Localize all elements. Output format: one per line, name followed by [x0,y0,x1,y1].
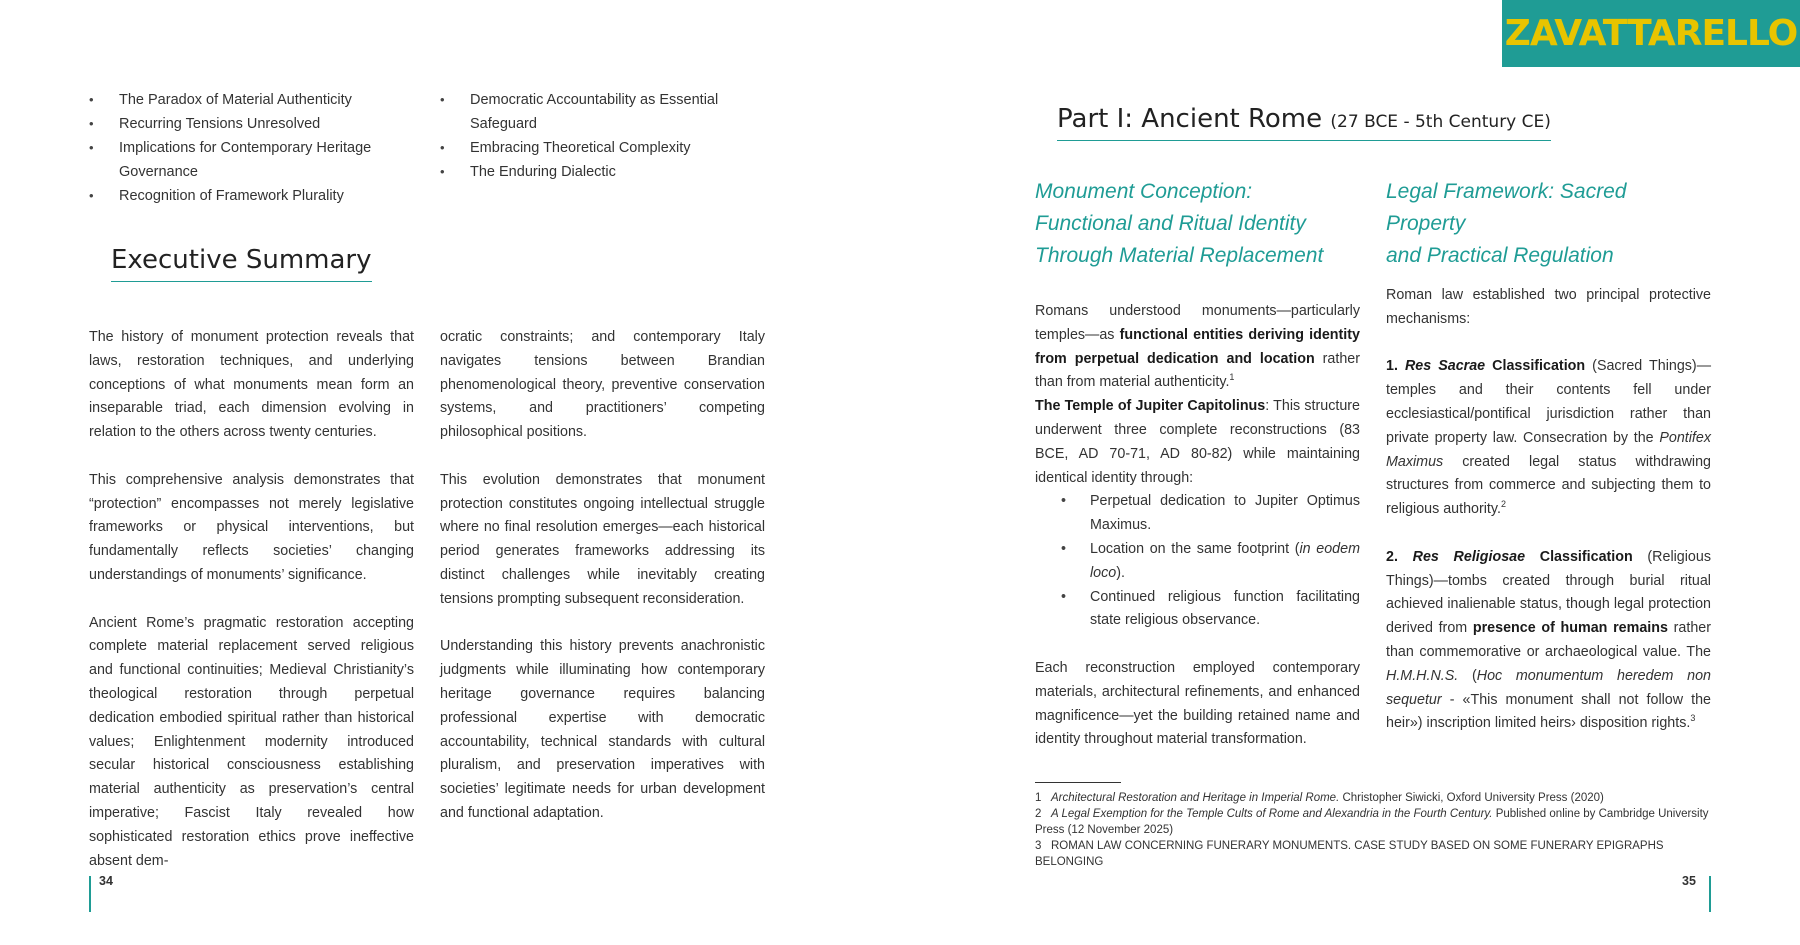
toc-item: • Implications for Contemporary Heritage Governance [89,136,419,184]
subheading-line: Monument Conception: [1035,180,1253,203]
summary-column-2 [440,326,765,850]
toc-item: • The Paradox of Material Authenticity [89,88,419,112]
footnote-number: 3 [1035,840,1042,852]
part-heading [1057,104,1551,141]
paragraph: Each reconstruction employed contemporary materials, architectural refinements, and enhanced magnificence—yet the building retained name and identity throughout material transformation. [1035,659,1360,748]
footnote [1035,790,1711,806]
footnote-text: ROMAN LAW CONCERNING FUNERARY MONUMENTS. CASE STUDY BASED ON SOME FUNERARY EPIGRAPHS BELONGING [1035,840,1664,868]
paragraph: Ancient Rome’s pragmatic restoration accepting complete material replacement served religious and functional continuities; Medieval Christianity’s theological restoration through perpetual dedication embodied spiritual rather than historical values; Enlightenment modernity introduced secular historical consciousness establishing material authenticity as preservation’s central imperative; Fascist Italy revealed how sophisticated restoration ethics prove ineffective absent dem- [89,614,414,869]
italic-text: in eodem loco [1090,540,1360,581]
brand-logo: ZAVATTARELLO [1502,0,1800,67]
text: - «This monument shall not follow the heir») inscription limited heirs› disposition rights. [1386,691,1711,732]
bold-text: Classification [1525,548,1633,565]
identity-list [1035,490,1360,633]
bold-text: presence of human remains [1472,620,1668,637]
list-item [1035,538,1360,586]
bold-text: 1. [1386,358,1405,375]
toc-item: • Recognition of Framework Plurality [89,184,419,208]
toc-item: • The Enduring Dialectic [440,160,768,184]
text: Romans understood monuments—particularly temples—as [1035,303,1360,343]
footnote [1035,838,1711,870]
toc-item: • Democratic Accountability as Essential Safeguard [440,88,768,136]
page-number: 35 [1682,874,1696,888]
subheading-line: Legal Framework: Sacred Property [1386,180,1627,235]
paragraph: Roman law established two principal protective mechanisms: [1386,287,1711,327]
paragraph [1035,300,1360,395]
footnote-ref: 2 [1500,499,1506,510]
res-religiosae-item [1386,546,1711,736]
footnote-number: 1 [1035,792,1042,804]
paragraph [1035,395,1360,490]
toc-item: • Embracing Theoretical Complexity [440,136,768,160]
footnote-ref: 1 [1229,372,1235,383]
subheading-line: Functional and Ritual Identity [1035,212,1306,235]
italic-text: Hoc monumentum heredem non sequetur [1386,667,1712,708]
part-heading-dates: (27 BCE - 5th Century CE) [1330,112,1551,132]
subheading-line: and Practical Regulation [1386,244,1614,267]
legal-framework-column [1386,176,1711,760]
footnote [1035,806,1711,838]
italic-text: Pontifex Maximus [1386,429,1711,470]
subheading-line: Through Material Replacement [1035,244,1324,267]
paragraph: This comprehensive analysis demonstrates that “protection” encompasses not merely legislative frameworks or physical interventions, but fundamentally reflects societies’ changing understandings of monuments’ significance. [89,471,414,583]
toc-column-2 [440,88,768,184]
bold-text: The Temple of Jupiter Capitolinus [1035,398,1266,415]
paragraph: The history of monument protection reveals that laws, restoration techniques, and underlying conceptions of what monuments mean form an inseparable triad, each dimension evolving in relation to the others across twenty centuries. [89,329,414,441]
footnote-number: 2 [1035,808,1042,820]
footnote-text: Christopher Siwicki, Oxford University Press (2020) [1339,792,1604,804]
page-number-rule [89,876,91,912]
paragraph: ocratic constraints; and contemporary Italy navigates tensions between Brandian phenomenological theory, preventive conservation systems, and practitioners’ competing philosophical positions. [440,329,765,441]
footnotes [1035,790,1711,870]
bold-text: 2. [1386,548,1413,565]
footnote-ref: 3 [1690,713,1696,724]
text: ). [1116,564,1125,581]
part-heading-title: Part I: Ancient Rome [1057,104,1323,134]
toc-item: • Recurring Tensions Unresolved [89,112,419,136]
bold-text: Classification [1485,358,1586,375]
italic-text: Res Religiosae [1412,548,1526,565]
page-number-rule [1709,876,1711,912]
text: rather than commemorative or archaeological value. The [1386,620,1711,660]
section-heading: Executive Summary [111,245,372,282]
text: created legal status withdrawing structures from commerce and subjecting them to religious authority. [1386,453,1711,518]
bold-text: functional entities deriving identity from perpetual dedication and location [1035,326,1360,367]
text: (Religious Things)—tombs created through burial ritual achieved inalienable status, though legal protection derived from [1386,548,1711,637]
text: rather than from material authenticity. [1035,350,1360,391]
footnote-text: Published online by Cambridge University Press (12 November 2025) [1035,808,1709,836]
text: : This structure underwent three complete reconstructions (83 BCE, AD 70-71, AD 80-82) while maintaining identical identity through: [1035,398,1360,486]
text: ( [1458,667,1477,684]
paragraph: This evolution demonstrates that monument protection constitutes ongoing intellectual struggle where no final resolution emerges—each historical period generates frameworks addressing its distinct challenges while inevitably creating tensions prompting subsequent reconsideration. [440,471,765,607]
res-sacrae-item [1386,355,1711,522]
italic-text: Res Sacrae [1404,358,1486,375]
list-item: • Perpetual dedication to Jupiter Optimus Maximus. [1035,490,1360,538]
paragraph: Understanding this history prevents anachronistic judgments while illuminating how contemporary heritage governance requires balancing professional expertise with democratic accountability, technical standards with cultural pluralism, and preservation imperatives with societies’ legitimate needs for urban development and functional adaptation. [440,638,765,821]
monument-conception-column [1035,176,1360,776]
page-number: 34 [99,874,113,888]
text: Location on the same footprint ( [1090,540,1300,557]
footnote-title: A Legal Exemption for the Temple Cults of Rome and Alexandria in the Fourth Century. [1051,808,1493,820]
toc-column-1 [89,88,419,208]
footnote-title: Architectural Restoration and Heritage in Imperial Rome. [1051,792,1340,804]
text: (Sacred Things)—temples and their contents fell under ecclesiastical/pontifical jurisdiction rather than private property law. Consecration by the [1386,358,1711,446]
footnote-divider [1035,782,1121,783]
list-item: • Continued religious function facilitating state religious observance. [1035,586,1360,634]
summary-column-1 [89,326,414,897]
italic-text: H.M.H.N.S. [1386,667,1459,684]
